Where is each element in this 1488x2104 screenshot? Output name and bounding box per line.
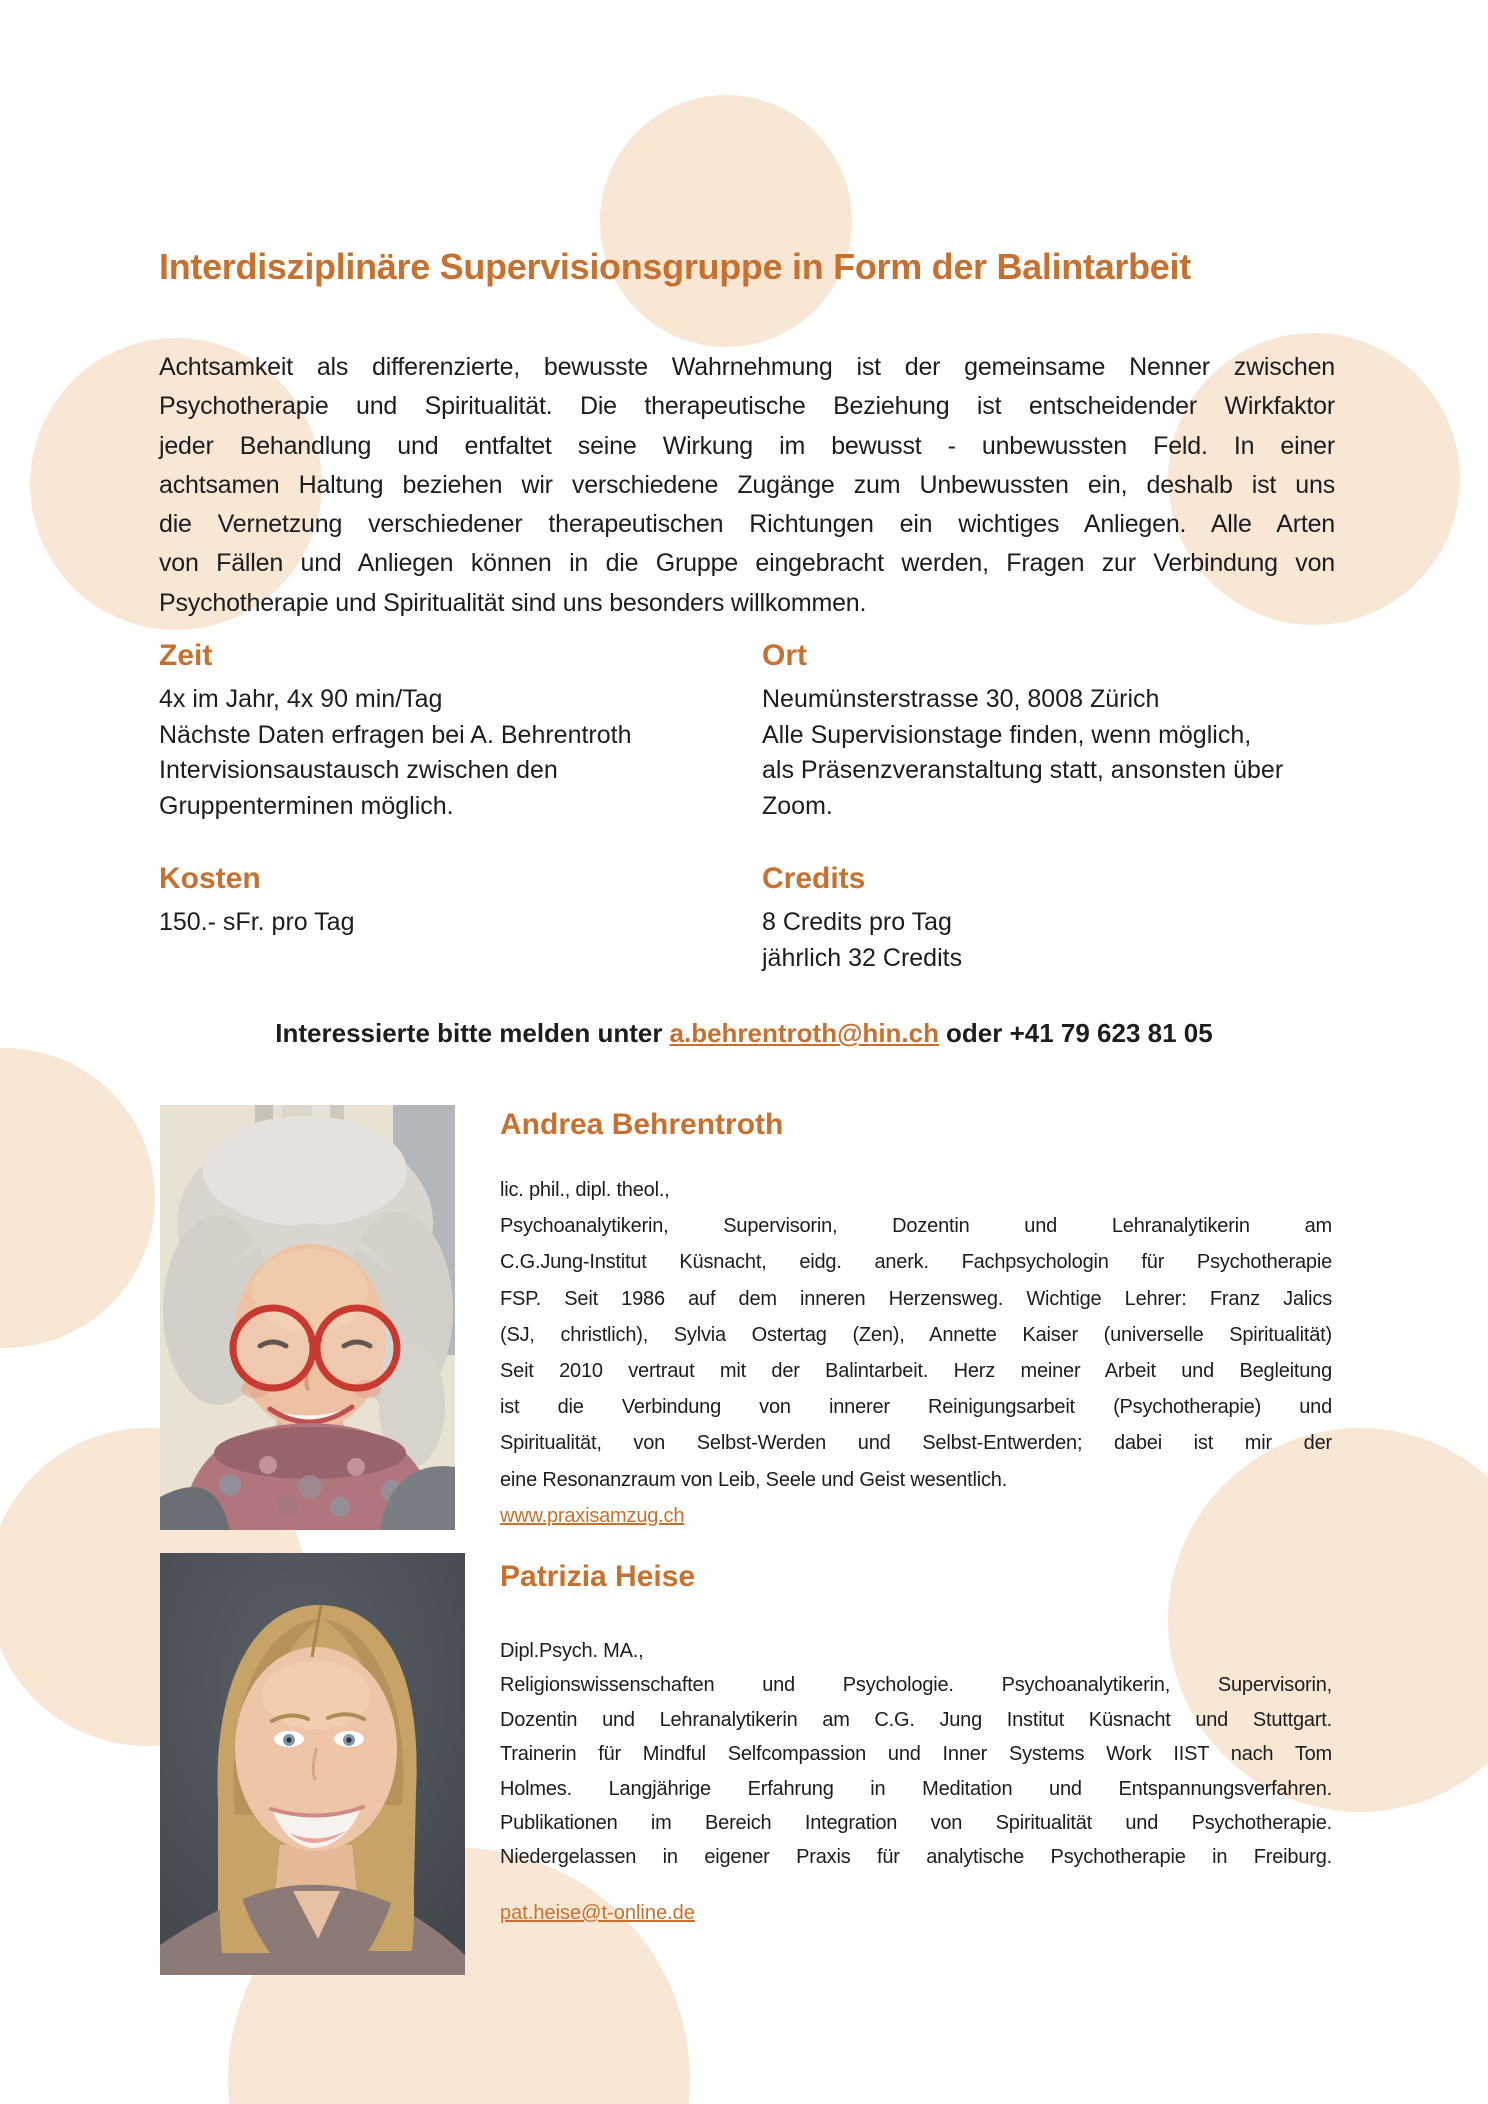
andrea-bio-line: FSP. Seit 1986 auf dem inneren Herzensweg. Wichtige Lehrer: Franz Jalics: [500, 1287, 1332, 1310]
patrizia-email-link[interactable]: pat.heise@t-online.de: [500, 1902, 695, 1924]
intro-line: jeder Behandlung und entfaltet seine Wirkung im bewusst - unbewussten Feld. In einer: [159, 431, 1335, 460]
patrizia-bio-line: Publikationen im Bereich Integration von Spiritualität und Psychotherapie.: [500, 1811, 1332, 1834]
zeit-line: Gruppenterminen möglich.: [159, 791, 454, 820]
patrizia-bio-line: Niedergelassen in eigener Praxis für analytische Psychotherapie in Freiburg.: [500, 1846, 1332, 1869]
andrea-bio: [500, 1172, 1332, 1534]
intro-line: die Vernetzung verschiedener therapeutischen Richtungen ein wichtiges Anliegen. Alle Arten: [159, 510, 1335, 539]
section-heading-ort: Ort: [762, 639, 807, 672]
kosten-line: 150.- sFr. pro Tag: [159, 908, 355, 936]
intro-paragraph: [159, 348, 1335, 623]
zeit-line: 4x im Jahr, 4x 90 min/Tag: [159, 685, 443, 713]
intro-line: von Fällen und Anliegen können in die Gruppe eingebracht werden, Fragen zur Verbindung von: [159, 549, 1335, 578]
section-heading-credits: Credits: [762, 862, 866, 895]
contact-line: [0, 1018, 1488, 1049]
contact-email-link[interactable]: a.behrentroth@hin.ch: [669, 1018, 939, 1048]
contact-suffix: oder +41 79 623 81 05: [946, 1018, 1213, 1048]
patrizia-name: Patrizia Heise: [500, 1560, 696, 1593]
ort-line: als Präsenzveranstaltung statt, ansonsten über: [762, 756, 1284, 784]
patrizia-bio-line: Dipl.Psych. MA.,: [500, 1640, 644, 1662]
patrizia-bio-line: Religionswissenschaften und Psychologie. Psychoanalytikerin, Supervisorin,: [500, 1674, 1332, 1697]
andrea-bio-line: ist die Verbindung von innerer Reinigungsarbeit (Psychotherapie) und: [500, 1396, 1332, 1419]
andrea-name: Andrea Behrentroth: [500, 1108, 784, 1141]
page-title: Interdisziplinäre Supervisionsgruppe in Form der Balintarbeit: [159, 246, 1191, 288]
andrea-bio-line: eine Resonanzraum von Leib, Seele und Geist wesentlich.: [500, 1468, 1008, 1491]
intro-line: Achtsamkeit als differenzierte, bewusste Wahrnehmung ist der gemeinsame Nenner zwischen: [159, 353, 1335, 381]
ort-line: Zoom.: [762, 791, 833, 820]
section-heading-zeit: Zeit: [159, 639, 213, 672]
zeit-line: Nächste Daten erfragen bei A. Behrentroth: [159, 720, 632, 749]
section-heading-kosten: Kosten: [159, 862, 261, 895]
andrea-bio-line: Spiritualität, von Selbst-Werden und Selbst-Entwerden; dabei ist mir der: [500, 1432, 1332, 1455]
contact-prefix: Interessierte bitte melden unter: [275, 1018, 663, 1048]
patrizia-bio-line: Holmes. Langjährige Erfahrung in Meditation und Entspannungsverfahren.: [500, 1777, 1332, 1800]
andrea-bio-line: Psychoanalytikerin, Supervisorin, Dozentin und Lehranalytikerin am: [500, 1215, 1332, 1238]
andrea-website-link[interactable]: www.praxisamzug.ch: [500, 1504, 685, 1527]
patrizia-photo: [160, 1553, 465, 1975]
intro-line: achtsamen Haltung beziehen wir verschiedene Zugänge zum Unbewussten ein, deshalb ist uns: [159, 470, 1335, 499]
section-kosten: [159, 862, 739, 941]
ort-line: Neumünsterstrasse 30, 8008 Zürich: [762, 685, 1160, 713]
andrea-bio-line: (SJ, christlich), Sylvia Ostertag (Zen), Annette Kaiser (universelle Spiritualität): [500, 1323, 1332, 1346]
andrea-photo: [160, 1105, 455, 1530]
decor-circle-title: [600, 95, 852, 347]
credits-line: jährlich 32 Credits: [762, 943, 963, 972]
andrea-bio-line: C.G.Jung-Institut Küsnacht, eidg. anerk. Fachpsychologin für Psychotherapie: [500, 1251, 1332, 1274]
intro-line: Psychotherapie und Spiritualität sind uns besonders willkommen.: [159, 588, 867, 617]
section-ort: [762, 639, 1342, 824]
credits-line: 8 Credits pro Tag: [762, 908, 952, 936]
decor-circle-left-mid: [0, 1048, 155, 1348]
zeit-line: Intervisionsaustausch zwischen den: [159, 756, 558, 784]
andrea-bio-line: Seit 2010 vertraut mit der Balintarbeit. Herz meiner Arbeit und Begleitung: [500, 1359, 1332, 1382]
ort-line: Alle Supervisionstage finden, wenn möglich,: [762, 720, 1252, 749]
intro-line: Psychotherapie und Spiritualität. Die therapeutische Beziehung ist entscheidender Wirkfaktor: [159, 392, 1335, 421]
andrea-bio-line: lic. phil., dipl. theol.,: [500, 1179, 670, 1201]
patrizia-bio-line: Trainerin für Mindful Selfcompassion und Inner Systems Work IIST nach Tom: [500, 1743, 1332, 1766]
section-credits: [762, 862, 1342, 976]
section-zeit: [159, 639, 739, 824]
patrizia-bio: [500, 1634, 1332, 1875]
patrizia-bio-line: Dozentin und Lehranalytikerin am C.G. Jung Institut Küsnacht und Stuttgart.: [500, 1708, 1332, 1731]
